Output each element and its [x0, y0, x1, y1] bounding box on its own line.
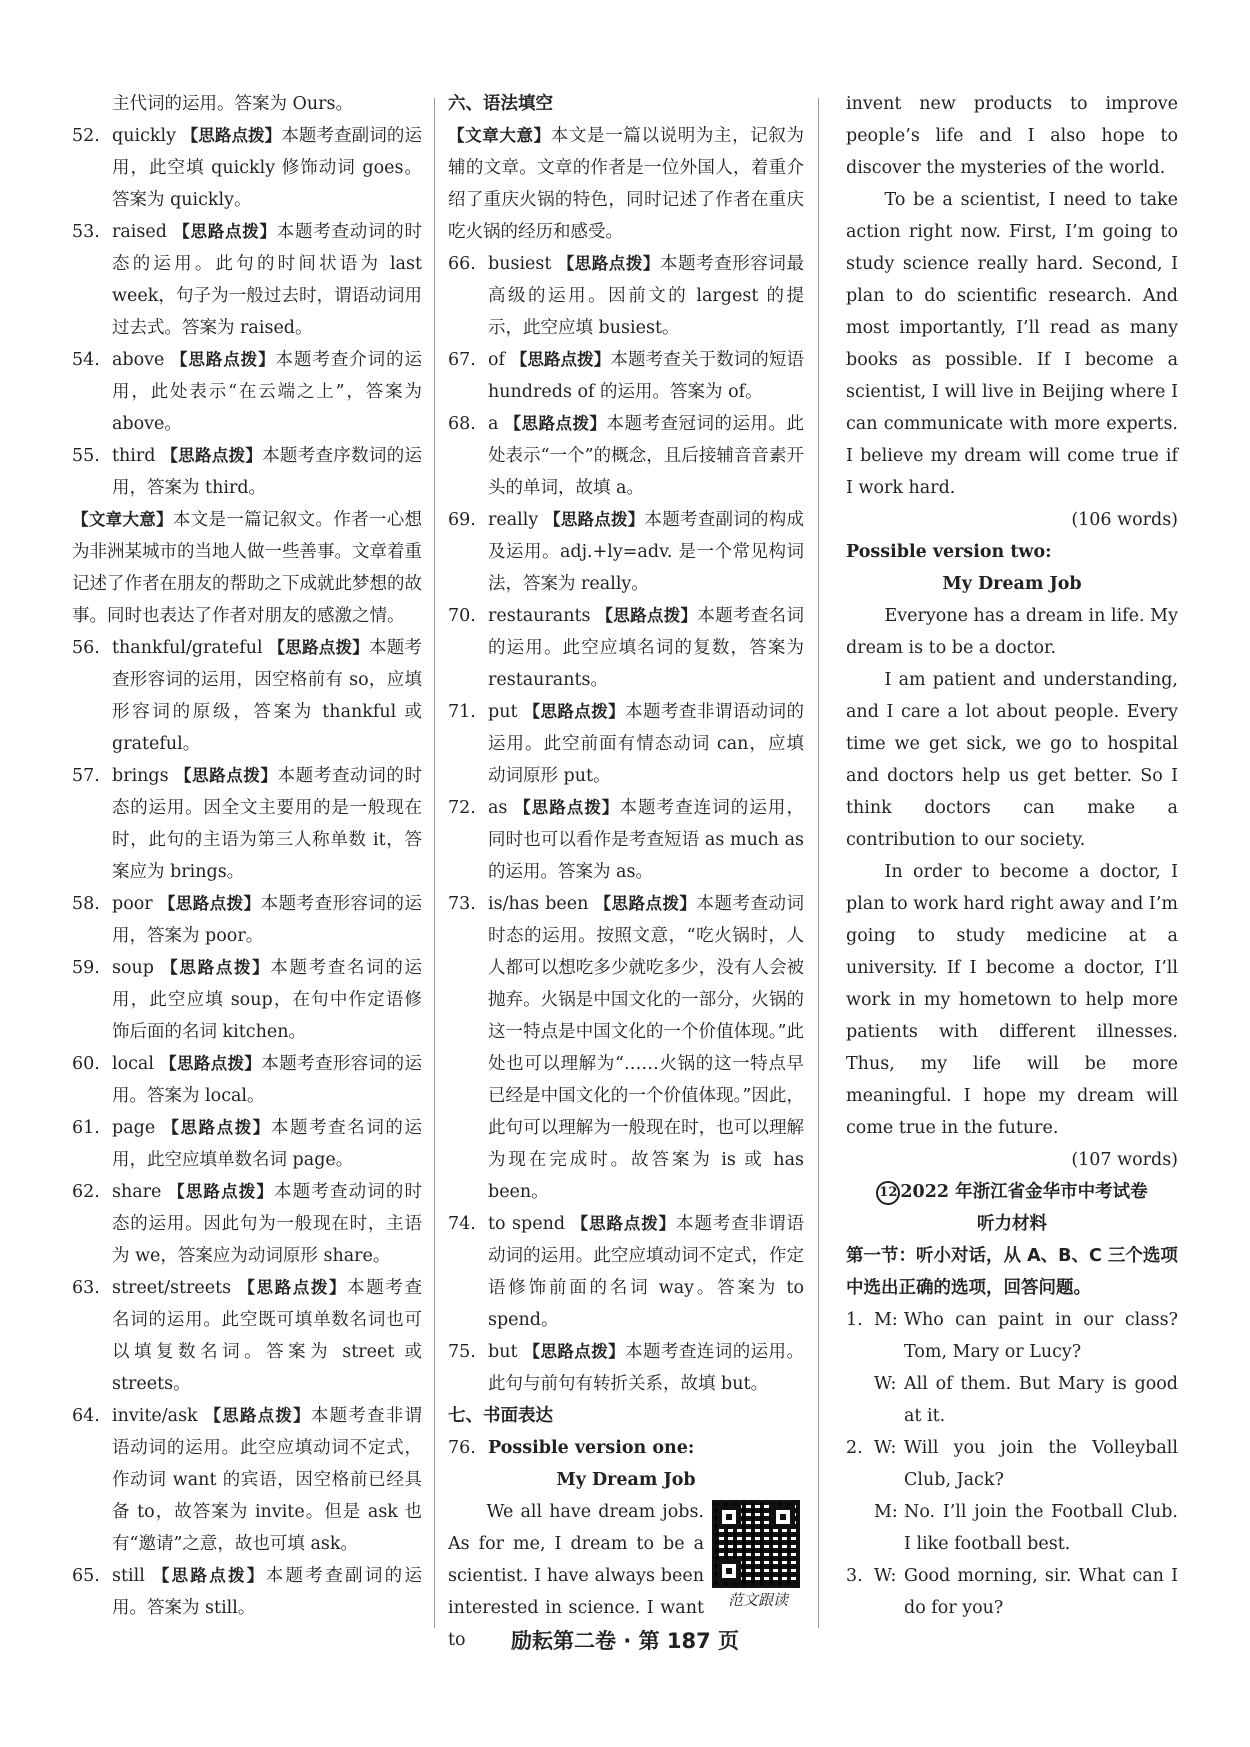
hint-tag: 【思路点拨】: [514, 798, 620, 817]
hint-tag: 【思路点拨】: [510, 350, 611, 369]
answer-number: 65.: [72, 1566, 100, 1586]
column-divider: [434, 98, 435, 1628]
answer-item: [72, 344, 422, 440]
answer-list-b: [72, 632, 422, 1624]
hint-tag: 【思路点拨】: [158, 894, 261, 913]
answer-item: [72, 120, 422, 216]
answer-body: [112, 632, 422, 760]
essay-2-title: My Dream Job: [942, 574, 1082, 594]
answer-body: [488, 248, 804, 344]
answer-explanation: 本题考查副词的构成及运用。adj.+ly=adv. 是一个常见构词法，答案为 really。: [488, 510, 804, 594]
answer-explanation: 本题考查非谓语动词的运用。此空应填动词不定式，作动词 want 的宾语，因空格前已经具备 to，故答案为 invite。但是 ask 也有“邀请”之意，故也可填 ask。: [112, 1406, 422, 1554]
summary-text: 本文是一篇以说明为主，记叙为辅的文章。文章的作者是一位外国人，着重介绍了重庆火锅的特色，同时记述了作者在重庆吃火锅的经历和感受。: [448, 126, 805, 242]
essay-1-title: My Dream Job: [556, 1470, 696, 1490]
answer-word: third: [112, 446, 156, 466]
answer-explanation: 本题考查形容词的运用。答案为 local。: [112, 1054, 423, 1106]
hint-tag: 【思路点拨】: [162, 1118, 271, 1137]
hint-tag: 【思路点拨】: [181, 126, 282, 145]
word-count: (107 words): [1071, 1150, 1178, 1170]
hint-tag: 【思路点拨】: [174, 766, 278, 785]
answer-number: 72.: [448, 798, 476, 818]
answer-word: invite/ask: [112, 1406, 198, 1426]
answer-number: 58.: [72, 894, 100, 914]
hint-tag: 【思路点拨】: [159, 1054, 262, 1073]
dialogue-line: [846, 1304, 1178, 1368]
answer-item: [448, 248, 804, 344]
exam-title: [846, 1176, 1178, 1208]
section-heading-grammar: 六、语法填空: [448, 94, 553, 114]
answer-explanation: 本题考查动词的时态的运用。因此句为一般现在时，主语为 we，答案应为动词原形 share。: [112, 1182, 422, 1266]
answer-word: restaurants: [488, 606, 591, 626]
answer-explanation: 本题考查连词的运用，同时也可以看作是考查短语 as much as 的运用。答案为 as。: [488, 798, 804, 882]
dialogue-number: [846, 1496, 874, 1560]
column-2: [448, 88, 804, 1656]
answer-word: put: [488, 702, 518, 722]
answer-explanation: 本题考查名词的运用。此空既可填单数名词也可以填复数名词。答案为 street 或 streets。: [112, 1278, 422, 1394]
speaker-label: M:: [874, 1502, 898, 1522]
answer-continuation: 主代词的运用。答案为 Ours。: [112, 94, 354, 114]
answer-word: still: [112, 1566, 145, 1586]
answer-item: [448, 408, 804, 504]
essay-2-paragraph-3: In order to become a doctor, I plan to work hard right away and I’m going to study medicine at a university. If I become a doctor, I’ll work in my hometown to help more patients with different illnesses. Thus, my life will be more meaningful. I hope my dream will come true in the future.: [846, 862, 1178, 1138]
answer-explanation: 本题考查副词的运用。答案为 still。: [112, 1566, 423, 1618]
answer-item: [72, 1272, 422, 1400]
speaker-label: W:: [874, 1374, 897, 1394]
answer-body: [112, 440, 422, 504]
answer-number: 54.: [72, 350, 100, 370]
answer-body: [112, 1112, 422, 1176]
answer-item: [448, 1336, 804, 1400]
answer-body: [488, 696, 804, 792]
answer-explanation: 本题考查序数词的运用，答案为 third。: [112, 446, 422, 498]
answer-body: [488, 792, 804, 888]
dialogue-line: [846, 1368, 1178, 1432]
hint-tag: 【思路点拨】: [596, 606, 698, 625]
dialogue-text: Will you join the Volleyball Club, Jack?: [904, 1438, 1178, 1490]
essay-1-paragraph-1: We all have dream jobs. As for me, I dream to be a scientist. I have always been interested in science. I want to: [448, 1502, 704, 1650]
answer-number: 64.: [72, 1406, 100, 1426]
answer-word: soup: [112, 958, 154, 978]
article-summary: [448, 120, 804, 248]
exam-title-text: 2022 年浙江省金华市中考试卷: [900, 1182, 1148, 1202]
answer-number: 75.: [448, 1342, 476, 1362]
answer-item: [72, 440, 422, 504]
hint-tag: 【思路点拨】: [238, 1278, 348, 1297]
answer-number: 57.: [72, 766, 100, 786]
answer-item: [72, 888, 422, 952]
answer-item: [72, 216, 422, 344]
word-count: (106 words): [1071, 510, 1178, 530]
answer-number: 61.: [72, 1118, 100, 1138]
answer-word: local: [112, 1054, 154, 1074]
qr-caption: 范文跟读: [727, 1591, 788, 1609]
answer-item: [448, 1208, 804, 1336]
answer-explanation: 本题考查形容词最高级的运用。因前文的 largest 的提示，此空应填 busiest。: [488, 254, 804, 338]
speaker-label: M:: [874, 1310, 898, 1330]
section-heading-writing: 七、书面表达: [448, 1406, 553, 1426]
answer-word: busiest: [488, 254, 552, 274]
answer-number: 62.: [72, 1182, 100, 1202]
answer-number: 52.: [72, 126, 100, 146]
column-1: [72, 88, 422, 1624]
answer-number: 71.: [448, 702, 476, 722]
answer-body: [112, 888, 422, 952]
dialogue-number: 1.: [846, 1310, 863, 1330]
exam-number-badge: 12: [876, 1181, 900, 1205]
answer-number: 74.: [448, 1214, 476, 1234]
dialogue-text: No. I’ll join the Football Club. I like football best.: [904, 1502, 1178, 1554]
hint-tag: 【思路点拨】: [161, 958, 271, 977]
answer-explanation: 本题考查非谓语动词的运用。此空应填动词不定式，作定语修饰前面的名词 way。答案为 to spend。: [488, 1214, 805, 1330]
answer-number: 63.: [72, 1278, 100, 1298]
question-number: 76.: [448, 1438, 476, 1458]
answer-number: 69.: [448, 510, 476, 530]
column-divider: [818, 98, 819, 1628]
dialogue-number: 3.: [846, 1566, 863, 1586]
exam-subtitle: 听力材料: [977, 1214, 1047, 1234]
answer-body: [112, 1176, 422, 1272]
answer-body: [112, 120, 422, 216]
hint-tag: 【思路点拨】: [173, 222, 277, 241]
page-footer: 励耘第二卷 · 第 187 页: [510, 1629, 740, 1653]
hint-tag: 【思路点拨】: [523, 702, 626, 721]
essay-2-paragraph-2: I am patient and understanding, and I care a lot about people. Every time we get sick, we go to hospital and doctors help us get better. So I think doctors can make a contribution to our society.: [846, 670, 1178, 850]
answer-explanation: 本题考查动词的时态的运用。因全文主要用的是一般现在时，此句的主语为第三人称单数 it，答案应为 brings。: [112, 766, 423, 882]
dialogue-text: All of them. But Mary is good at it.: [904, 1374, 1178, 1426]
hint-tag: 【思路点拨】: [170, 350, 276, 369]
answer-item: [72, 1560, 422, 1624]
question-76: [448, 1432, 804, 1464]
answer-word: above: [112, 350, 165, 370]
answer-word: quickly: [112, 126, 176, 146]
summary-tag: 【文章大意】: [72, 510, 173, 529]
answer-word: raised: [112, 222, 167, 242]
qr-code-icon[interactable]: [712, 1500, 800, 1588]
speaker-label: W:: [874, 1566, 897, 1586]
hint-tag: 【思路点拨】: [161, 446, 263, 465]
answer-list-a: [72, 120, 422, 504]
answer-word: as: [488, 798, 508, 818]
answer-number: 60.: [72, 1054, 100, 1074]
dialogue-line: [846, 1496, 1178, 1560]
answer-body: [112, 760, 422, 888]
answer-item: [448, 504, 804, 600]
hint-tag: 【思路点拨】: [571, 1214, 677, 1233]
answer-item: [448, 888, 804, 1208]
answer-body: [112, 216, 422, 344]
speaker-label: W:: [874, 1438, 897, 1458]
answer-item: [448, 344, 804, 408]
answer-item: [448, 696, 804, 792]
answer-word: to spend: [488, 1214, 566, 1234]
listening-part-heading: 第一节：听小对话，从 A、B、C 三个选项中选出正确的选项，回答问题。: [846, 1246, 1178, 1298]
answer-item: [72, 1176, 422, 1272]
answer-number: 70.: [448, 606, 476, 626]
dialogue-list: [846, 1304, 1178, 1624]
answer-explanation: 本题考查动词的时态的运用。此句的时间状语为 last week，句子为一般过去时，谓语动词用过去式。答案为 raised。: [112, 222, 422, 338]
answer-body: [112, 1560, 422, 1624]
answer-explanation: 本题考查连词的运用。此句与前句有转折关系，故填 but。: [488, 1342, 804, 1394]
answer-item: [72, 1048, 422, 1112]
answer-list: [448, 248, 804, 1400]
answer-body: [488, 504, 804, 600]
answer-explanation: 本题考查形容词的运用，答案为 poor。: [112, 894, 423, 946]
answer-explanation: 本题考查形容词的运用，因空格前有 so，应填形容词的原级，答案为 thankful 或 grateful。: [112, 638, 423, 754]
answer-word: thankful/grateful: [112, 638, 263, 658]
answer-word: share: [112, 1182, 162, 1202]
answer-word: a: [488, 414, 499, 434]
essay-2-paragraph-1: Everyone has a dream in life. My dream is to be a doctor.: [846, 606, 1178, 658]
column-3: [846, 88, 1178, 1624]
qr-code-block[interactable]: [712, 1500, 804, 1612]
answer-word: poor: [112, 894, 153, 914]
answer-number: 67.: [448, 350, 476, 370]
answer-body: [488, 600, 804, 696]
answer-number: 56.: [72, 638, 100, 658]
answer-body: [488, 1336, 804, 1400]
answer-item: [72, 760, 422, 888]
hint-tag: 【思路点拨】: [504, 414, 607, 433]
hint-tag: 【思路点拨】: [557, 254, 660, 273]
hint-tag: 【思路点拨】: [594, 894, 697, 913]
answer-word: page: [112, 1118, 156, 1138]
answer-explanation: 本题考查冠词的运用。此处表示“一个”的概念，且后接辅音音素开头的单词，故填 a。: [488, 414, 804, 498]
dialogue-number: 2.: [846, 1438, 863, 1458]
summary-tag: 【文章大意】: [448, 126, 551, 145]
dialogue-line: [846, 1560, 1178, 1624]
answer-item: [72, 952, 422, 1048]
essay-1-paragraph-2: To be a scientist, I need to take action right now. First, I’m going to study science really hard. Second, I plan to do scientific research. And most importantly, I’ll read as many books as possible. If I become a scientist, I will live in Beijing where I can communicate with more experts. I believe my dream will come true if I work hard.: [846, 190, 1178, 498]
dialogue-number: [846, 1368, 874, 1432]
hint-tag: 【思路点拨】: [523, 1342, 626, 1361]
answer-explanation: 本题考查介词的运用，此处表示“在云端之上”，答案为 above。: [112, 350, 422, 434]
answer-explanation: 本题考查副词的运用，此空填 quickly 修饰动词 goes。答案为 quickly。: [112, 126, 422, 210]
answer-body: [112, 1400, 422, 1560]
answer-body: [112, 1272, 422, 1400]
answer-explanation: 本题考查非谓语动词的运用。此空前面有情态动词 can，应填动词原形 put。: [488, 702, 804, 786]
answer-explanation: 本题考查名词的运用，此空应填 soup，在句中作定语修饰后面的名词 kitchen。: [112, 958, 423, 1042]
summary-text: 本文是一篇记叙文。作者一心想为非洲某城市的当地人做一些善事。文章着重记述了作者在朋友的帮助之下成就此梦想的故事。同时也表达了作者对朋友的感激之情。: [72, 510, 423, 626]
answer-number: 53.: [72, 222, 100, 242]
answer-number: 55.: [72, 446, 100, 466]
version-one-label: Possible version one:: [488, 1438, 695, 1458]
answer-body: [488, 888, 804, 1208]
answer-body: [112, 1048, 422, 1112]
answer-item: [448, 600, 804, 696]
hint-tag: 【思路点拨】: [168, 1182, 274, 1201]
answer-body: [488, 408, 804, 504]
answer-body: [112, 344, 422, 440]
answer-item: [72, 1400, 422, 1560]
answer-number: 68.: [448, 414, 476, 434]
dialogue-text: Who can paint in our class? Tom, Mary or Lucy?: [904, 1310, 1178, 1362]
hint-tag: 【思路点拨】: [544, 510, 645, 529]
answer-explanation: 本题考查动词时态的运用。按照文意，“吃火锅时，人人都可以想吃多少就吃多少，没有人会被抛弃。火锅是中国文化的一部分，火锅的这一特点是中国文化的一个价值体现。”此处也可以理解为“……火锅的这一特点早已经是中国文化的一个价值体现。”因此，此句可以理解为一般现在时，也可以理解为现在完成时。故答案为 is 或 has been。: [488, 894, 804, 1202]
answer-item: [448, 792, 804, 888]
answer-explanation: 本题考查关于数词的短语 hundreds of 的运用。答案为 of。: [488, 350, 805, 402]
answer-explanation: 本题考查名词的运用，此空应填单数名词 page。: [112, 1118, 422, 1170]
answer-item: [72, 632, 422, 760]
hint-tag: 【思路点拨】: [204, 1406, 311, 1425]
answer-word: of: [488, 350, 506, 370]
answer-explanation: 本题考查名词的运用。此空应填名词的复数，答案为 restaurants。: [488, 606, 804, 690]
hint-tag: 【思路点拨】: [268, 638, 369, 657]
answer-word: really: [488, 510, 539, 530]
answer-word: is/has been: [488, 894, 589, 914]
answer-number: 59.: [72, 958, 100, 978]
version-two-label: Possible version two:: [846, 542, 1052, 562]
answer-body: [488, 344, 804, 408]
answer-body: [488, 1208, 804, 1336]
essay-1-continuation: invent new products to improve people’s life and I also hope to discover the mysteries of the world.: [846, 94, 1178, 178]
hint-tag: 【思路点拨】: [152, 1566, 266, 1585]
dialogue-line: [846, 1432, 1178, 1496]
answer-number: 66.: [448, 254, 476, 274]
answer-word: street/streets: [112, 1278, 232, 1298]
answer-number: 73.: [448, 894, 476, 914]
article-summary: [72, 504, 422, 632]
answer-word: but: [488, 1342, 518, 1362]
answer-word: brings: [112, 766, 169, 786]
dialogue-text: Good morning, sir. What can I do for you?: [904, 1566, 1178, 1618]
answer-item: [72, 1112, 422, 1176]
answer-body: [112, 952, 422, 1048]
